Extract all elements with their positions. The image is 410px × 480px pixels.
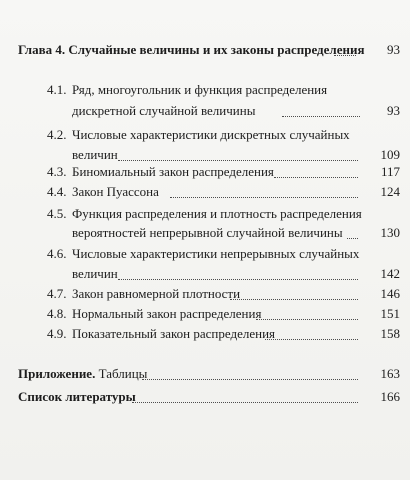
section-leader-4-4 bbox=[170, 197, 358, 198]
section-page-4-2: 109 bbox=[380, 147, 400, 162]
references-leader bbox=[132, 402, 358, 403]
section-leader-4-3 bbox=[274, 177, 358, 178]
section-leader-4-7 bbox=[230, 299, 358, 300]
section-number-4-3: 4.3. bbox=[47, 164, 67, 179]
section-title-4-5-line1: Функция распределения и плотность распределения bbox=[72, 206, 362, 221]
section-page-4-9: 158 bbox=[380, 326, 400, 341]
section-title-4-5-line2: вероятностей непрерывной случайной величины bbox=[72, 225, 343, 240]
section-title-4-2-line1: Числовые характеристики дискретных случайных bbox=[72, 127, 350, 142]
section-page-4-4: 124 bbox=[380, 184, 400, 199]
section-number-4-2: 4.2. bbox=[47, 127, 67, 142]
section-page-4-1: 93 bbox=[387, 103, 400, 118]
section-leader-4-8 bbox=[256, 319, 358, 320]
section-page-4-3: 117 bbox=[380, 164, 400, 179]
section-title-4-6-line2: величин bbox=[72, 266, 118, 281]
section-title-4-9: Показательный закон распределения bbox=[72, 326, 276, 341]
section-number-4-1: 4.1. bbox=[47, 82, 67, 97]
section-page-4-8: 151 bbox=[380, 306, 400, 321]
section-leader-4-1 bbox=[282, 116, 360, 117]
chapter-title bbox=[18, 42, 364, 58]
section-title-4-4: Закон Пуассона bbox=[72, 184, 159, 199]
appendix-page: 163 bbox=[380, 366, 400, 381]
section-leader-4-5 bbox=[347, 238, 358, 239]
section-number-4-8: 4.8. bbox=[47, 306, 67, 321]
appendix-title: Таблицы bbox=[98, 366, 148, 381]
section-title-4-3: Биномиальный закон распределения bbox=[72, 164, 274, 179]
section-page-4-5: 130 bbox=[380, 225, 400, 240]
chapter-page: 93 bbox=[387, 42, 400, 57]
chapter-title-text: Глава 4. Случайные величины и их законы распределения bbox=[18, 42, 365, 57]
references-title: Список литературы bbox=[18, 389, 136, 404]
section-leader-4-9 bbox=[265, 339, 358, 340]
references-page: 166 bbox=[380, 389, 400, 404]
section-number-4-9: 4.9. bbox=[47, 326, 67, 341]
section-title-4-6-line1: Числовые характеристики непрерывных случайных bbox=[72, 246, 360, 261]
chapter-leader bbox=[334, 55, 356, 56]
section-page-4-7: 146 bbox=[380, 286, 400, 301]
section-title-4-2-line2: величин bbox=[72, 147, 118, 162]
section-title-4-8: Нормальный закон распределения bbox=[72, 306, 262, 321]
section-title-4-1-line2: дискретной случайной величины bbox=[72, 103, 256, 118]
section-leader-4-2 bbox=[118, 160, 358, 161]
section-number-4-7: 4.7. bbox=[47, 286, 67, 301]
section-number-4-4: 4.4. bbox=[47, 184, 67, 199]
section-number-4-5: 4.5. bbox=[47, 206, 67, 221]
section-title-4-7: Закон равномерной плотности bbox=[72, 286, 241, 301]
section-page-4-6: 142 bbox=[380, 266, 400, 281]
section-title-4-1-line1: Ряд, многоугольник и функция распределения bbox=[72, 82, 328, 97]
section-number-4-6: 4.6. bbox=[47, 246, 67, 261]
appendix-leader bbox=[142, 379, 358, 380]
section-leader-4-6 bbox=[118, 279, 358, 280]
appendix-entry bbox=[18, 366, 147, 382]
appendix-label: Приложение. bbox=[18, 366, 96, 381]
